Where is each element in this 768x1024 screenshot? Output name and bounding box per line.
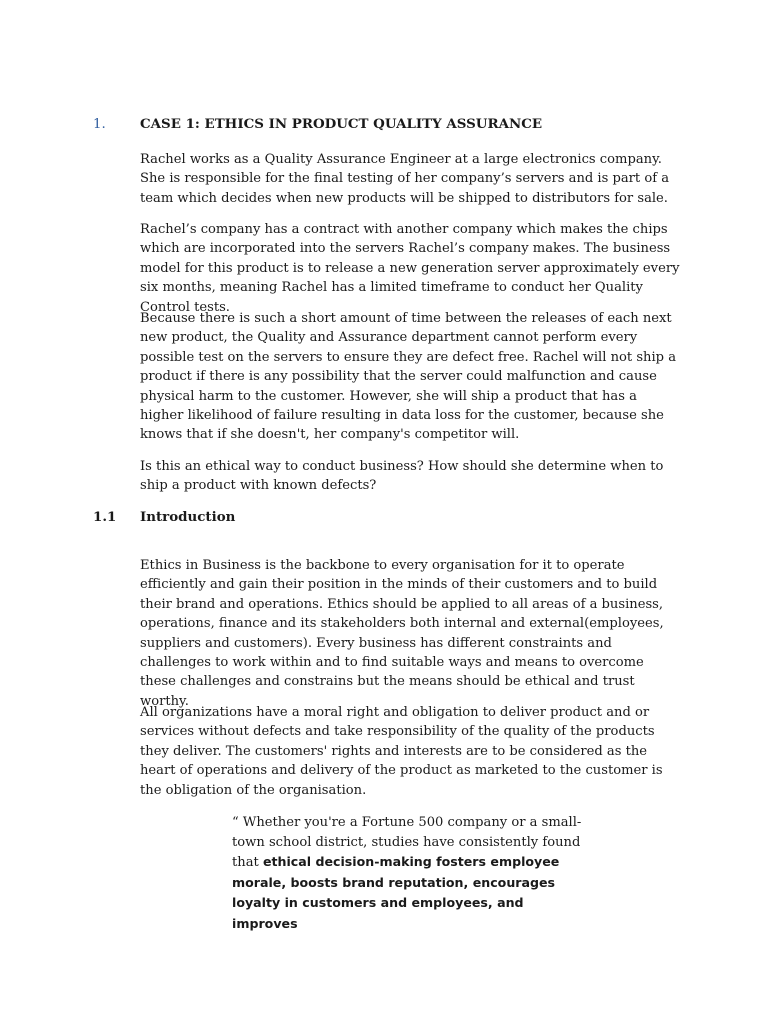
case-paragraph-4: Is this an ethical way to conduct business? How should she determine when to ship a product with known defects? bbox=[140, 459, 664, 494]
intro-paragraph-1: Ethics in Business is the backbone to every organisation for it to operate efficiently and gain their position in the minds of their customers and to build their brand and operations. Ethics should be applied to all areas of a business, operations, finance and its stakeholders both internal and external(employees, suppliers and customers). Every business has different constraints and challenges to work within and to find suitable ways and means to overcome these challenges and constrains but the means should be ethical and trust worthy. bbox=[140, 558, 664, 709]
case-heading bbox=[93, 115, 542, 134]
case-heading-number: 1. bbox=[93, 117, 106, 132]
case-paragraph-2: Rachel’s company has a contract with another company which makes the chips which are incorporated into the servers Rachel’s company makes. The business model for this product is to release a new generation server approximately every six months, meaning Rachel has a limited timeframe to conduct her Quality Control tests. bbox=[140, 222, 680, 315]
block-quote bbox=[232, 813, 582, 935]
case-paragraph-3: Because there is such a short amount of time between the releases of each next new product, the Quality and Assurance department cannot perform every possible test on the servers to ensure they are defect free. Rachel will not ship a product if there is any possibility that the server could malfunction and cause physical harm to the customer. However, she will ship a product that has a higher likelihood of failure resulting in data loss for the customer, because she knows that if she doesn't, her company's competitor will. bbox=[140, 311, 677, 443]
intro-heading bbox=[93, 508, 235, 527]
intro-paragraph-2: All organizations have a moral right and obligation to deliver product and or services without defects and take responsibility of the quality of the products they deliver. The customers' rights and interests are to be considered as the heart of operations and delivery of the product as marketed to the customer is the obligation of the organisation. bbox=[140, 705, 663, 798]
case-heading-title: CASE 1: ETHICS IN PRODUCT QUALITY ASSURANCE bbox=[140, 116, 543, 132]
case-paragraph-1: Rachel works as a Quality Assurance Engineer at a large electronics company. She is responsible for the final testing of her company’s servers and is part of a team which decides when new products will be shipped to distributors for sale. bbox=[140, 152, 670, 206]
quote-plain-text: “ Whether you're a Fortune 500 company or a small-town school district, studies have consistently found that bbox=[232, 815, 582, 871]
intro-heading-number: 1.1 bbox=[93, 509, 117, 525]
quote-bold-text: ethical decision-making fosters employee morale, boosts brand reputation, encourages loyalty in customers and employees, and improves bbox=[232, 854, 560, 931]
intro-heading-title: Introduction bbox=[140, 509, 236, 525]
